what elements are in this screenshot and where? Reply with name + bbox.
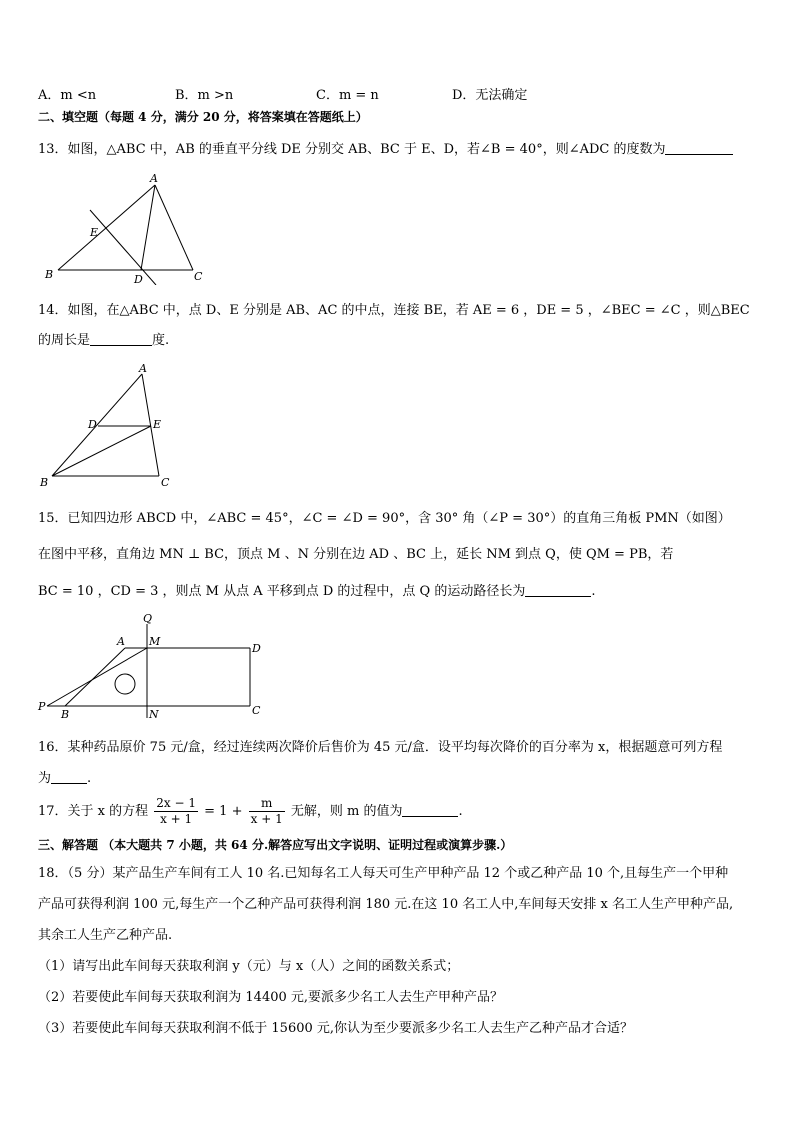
- q13-answer-blank: [665, 141, 733, 155]
- q17-fraction-1: [154, 796, 198, 827]
- q13-label-a: A: [150, 172, 158, 185]
- q13-perp-bisector: [90, 210, 156, 285]
- q14-answer-blank: [90, 332, 152, 346]
- q16-line-1: 16．某种药品原价 75 元/盒，经过连续两次降价后售价为 45 元/盒．设平均每次降价的百分率为 x，根据题意可列方程: [38, 740, 723, 755]
- q16-answer-blank: [51, 770, 87, 784]
- q14-figure: [38, 362, 188, 492]
- q14-label-c: C: [161, 476, 170, 489]
- q14-segment-be: [52, 426, 151, 476]
- q17-mid: = 1 +: [204, 804, 243, 819]
- q17-fraction-2-denominator: x + 1: [250, 812, 283, 826]
- q18-subquestion-2: （2）若要使此车间每天获取利润为 14400 元,要派多少名工人去生产甲种产品？: [38, 990, 504, 1005]
- q16-line-2-a: 为: [38, 771, 52, 786]
- q18-line-1: 18．（5 分）某产品生产车间有工人 10 名.已知每名工人每天可生产甲种产品 12 个或乙种产品 10 个,且每生产一个甲种: [38, 866, 729, 881]
- q15-edge-ab: [65, 648, 125, 706]
- q14-label-d: D: [88, 418, 97, 431]
- q15-answer-blank: [525, 583, 591, 597]
- q14-line-2-b: 度.: [152, 333, 170, 348]
- q17-fraction-1-denominator: x + 1: [160, 812, 193, 826]
- q17-answer-blank: [402, 803, 458, 817]
- q14-line-1: 14．如图，在△ABC 中，点 D、E 分别是 AB、AC 的中点，连接 BE，若 AE = 6 ，DE = 5 ，∠BEC = ∠C ，则△BEC: [38, 303, 750, 318]
- q15-figure: [35, 610, 270, 725]
- q14-label-a: A: [139, 362, 147, 375]
- q14-label-e: E: [153, 418, 162, 431]
- q18-subquestion-1: （1）请写出此车间每天获取利润 y（元）与 x（人）之间的函数关系式；: [38, 959, 460, 974]
- q16-line-2-b: .: [87, 771, 92, 786]
- section-2-title: 二、填空题（每题 4 分，满分 20 分，将答案填在答题纸上）: [38, 110, 368, 124]
- option-d: D．无法确定: [452, 88, 528, 103]
- q15-label-q: Q: [143, 612, 153, 625]
- option-c: C．m = n: [316, 88, 379, 103]
- q17-suffix: 无解，则 m 的值为: [290, 804, 403, 819]
- q14-label-b: B: [40, 476, 49, 489]
- q13-label-b: B: [45, 268, 54, 281]
- q13-figure: [38, 170, 218, 285]
- q17-line: [38, 796, 463, 827]
- q13-text: [38, 141, 733, 159]
- q15-label-m: M: [149, 635, 161, 648]
- q13-edge-ab: [58, 185, 155, 270]
- option-b: B．m >n: [175, 88, 234, 103]
- q18-line-2: 产品可获得利润 100 元,每生产一个乙种产品可获得利润 180 元.在这 10 名工人中,车间每天安排 x 名工人生产甲种产品,: [38, 897, 734, 912]
- q14-line-2: [38, 332, 169, 350]
- q15-line-2: 在图中平移，直角边 MN ⊥ BC，顶点 M 、N 分别在边 AD 、BC 上，延长 NM 到点 Q，使 QM = PB，若: [38, 547, 674, 562]
- option-a: A．m <n: [38, 88, 97, 103]
- q17-end: .: [458, 804, 463, 819]
- q13-label-d: D: [134, 273, 143, 285]
- section-3-title: 三、解答题 （本大题共 7 小题，共 64 分.解答应写出文字说明、证明过程或演算步骤.）: [38, 838, 513, 852]
- q17-fraction-1-numerator: 2x − 1: [156, 796, 197, 810]
- q15-label-a: A: [117, 635, 125, 648]
- q15-label-n: N: [149, 708, 159, 721]
- q13-label-c: C: [194, 270, 203, 283]
- q18-line-3: 其余工人生产乙种产品.: [38, 928, 173, 943]
- q13-edge-ac: [155, 185, 193, 270]
- q16-line-2: [38, 770, 91, 788]
- q15-triangle-hole: [115, 674, 135, 694]
- q15-label-d: D: [252, 642, 261, 655]
- q14-edge-ab: [52, 374, 142, 476]
- q17-prefix: 17．关于 x 的方程: [38, 804, 149, 819]
- q15-line-3-a: BC = 10 ，CD = 3 ，则点 M 从点 A 平移到点 D 的过程中，点 Q 的运动路径长为: [38, 584, 526, 599]
- q17-fraction-2-numerator: m: [249, 796, 285, 812]
- q13-label-e: E: [90, 226, 99, 239]
- q15-label-b: B: [61, 708, 70, 721]
- q15-label-p: P: [38, 700, 46, 713]
- q17-fraction-2: [249, 796, 285, 827]
- q15-label-c: C: [252, 704, 261, 717]
- q15-line-1: 15．已知四边形 ABCD 中，∠ABC = 45°，∠C = ∠D = 90°，含 30° 角（∠P = 30°）的直角三角板 PMN（如图）: [38, 511, 731, 526]
- q15-line-3: [38, 583, 595, 601]
- q13-segment-ad: [141, 185, 155, 270]
- q18-subquestion-3: （3）若要使此车间每天获取利润不低于 15600 元,你认为至少要派多少名工人去生产乙种产品才合适？: [38, 1021, 634, 1036]
- q13-stem: 13．如图，△ABC 中，AB 的垂直平分线 DE 分别交 AB、BC 于 E、D，若∠B = 40°，则∠ADC 的度数为: [38, 142, 666, 157]
- q15-line-3-b: .: [591, 584, 596, 599]
- q14-line-2-a: 的周长是: [38, 333, 91, 348]
